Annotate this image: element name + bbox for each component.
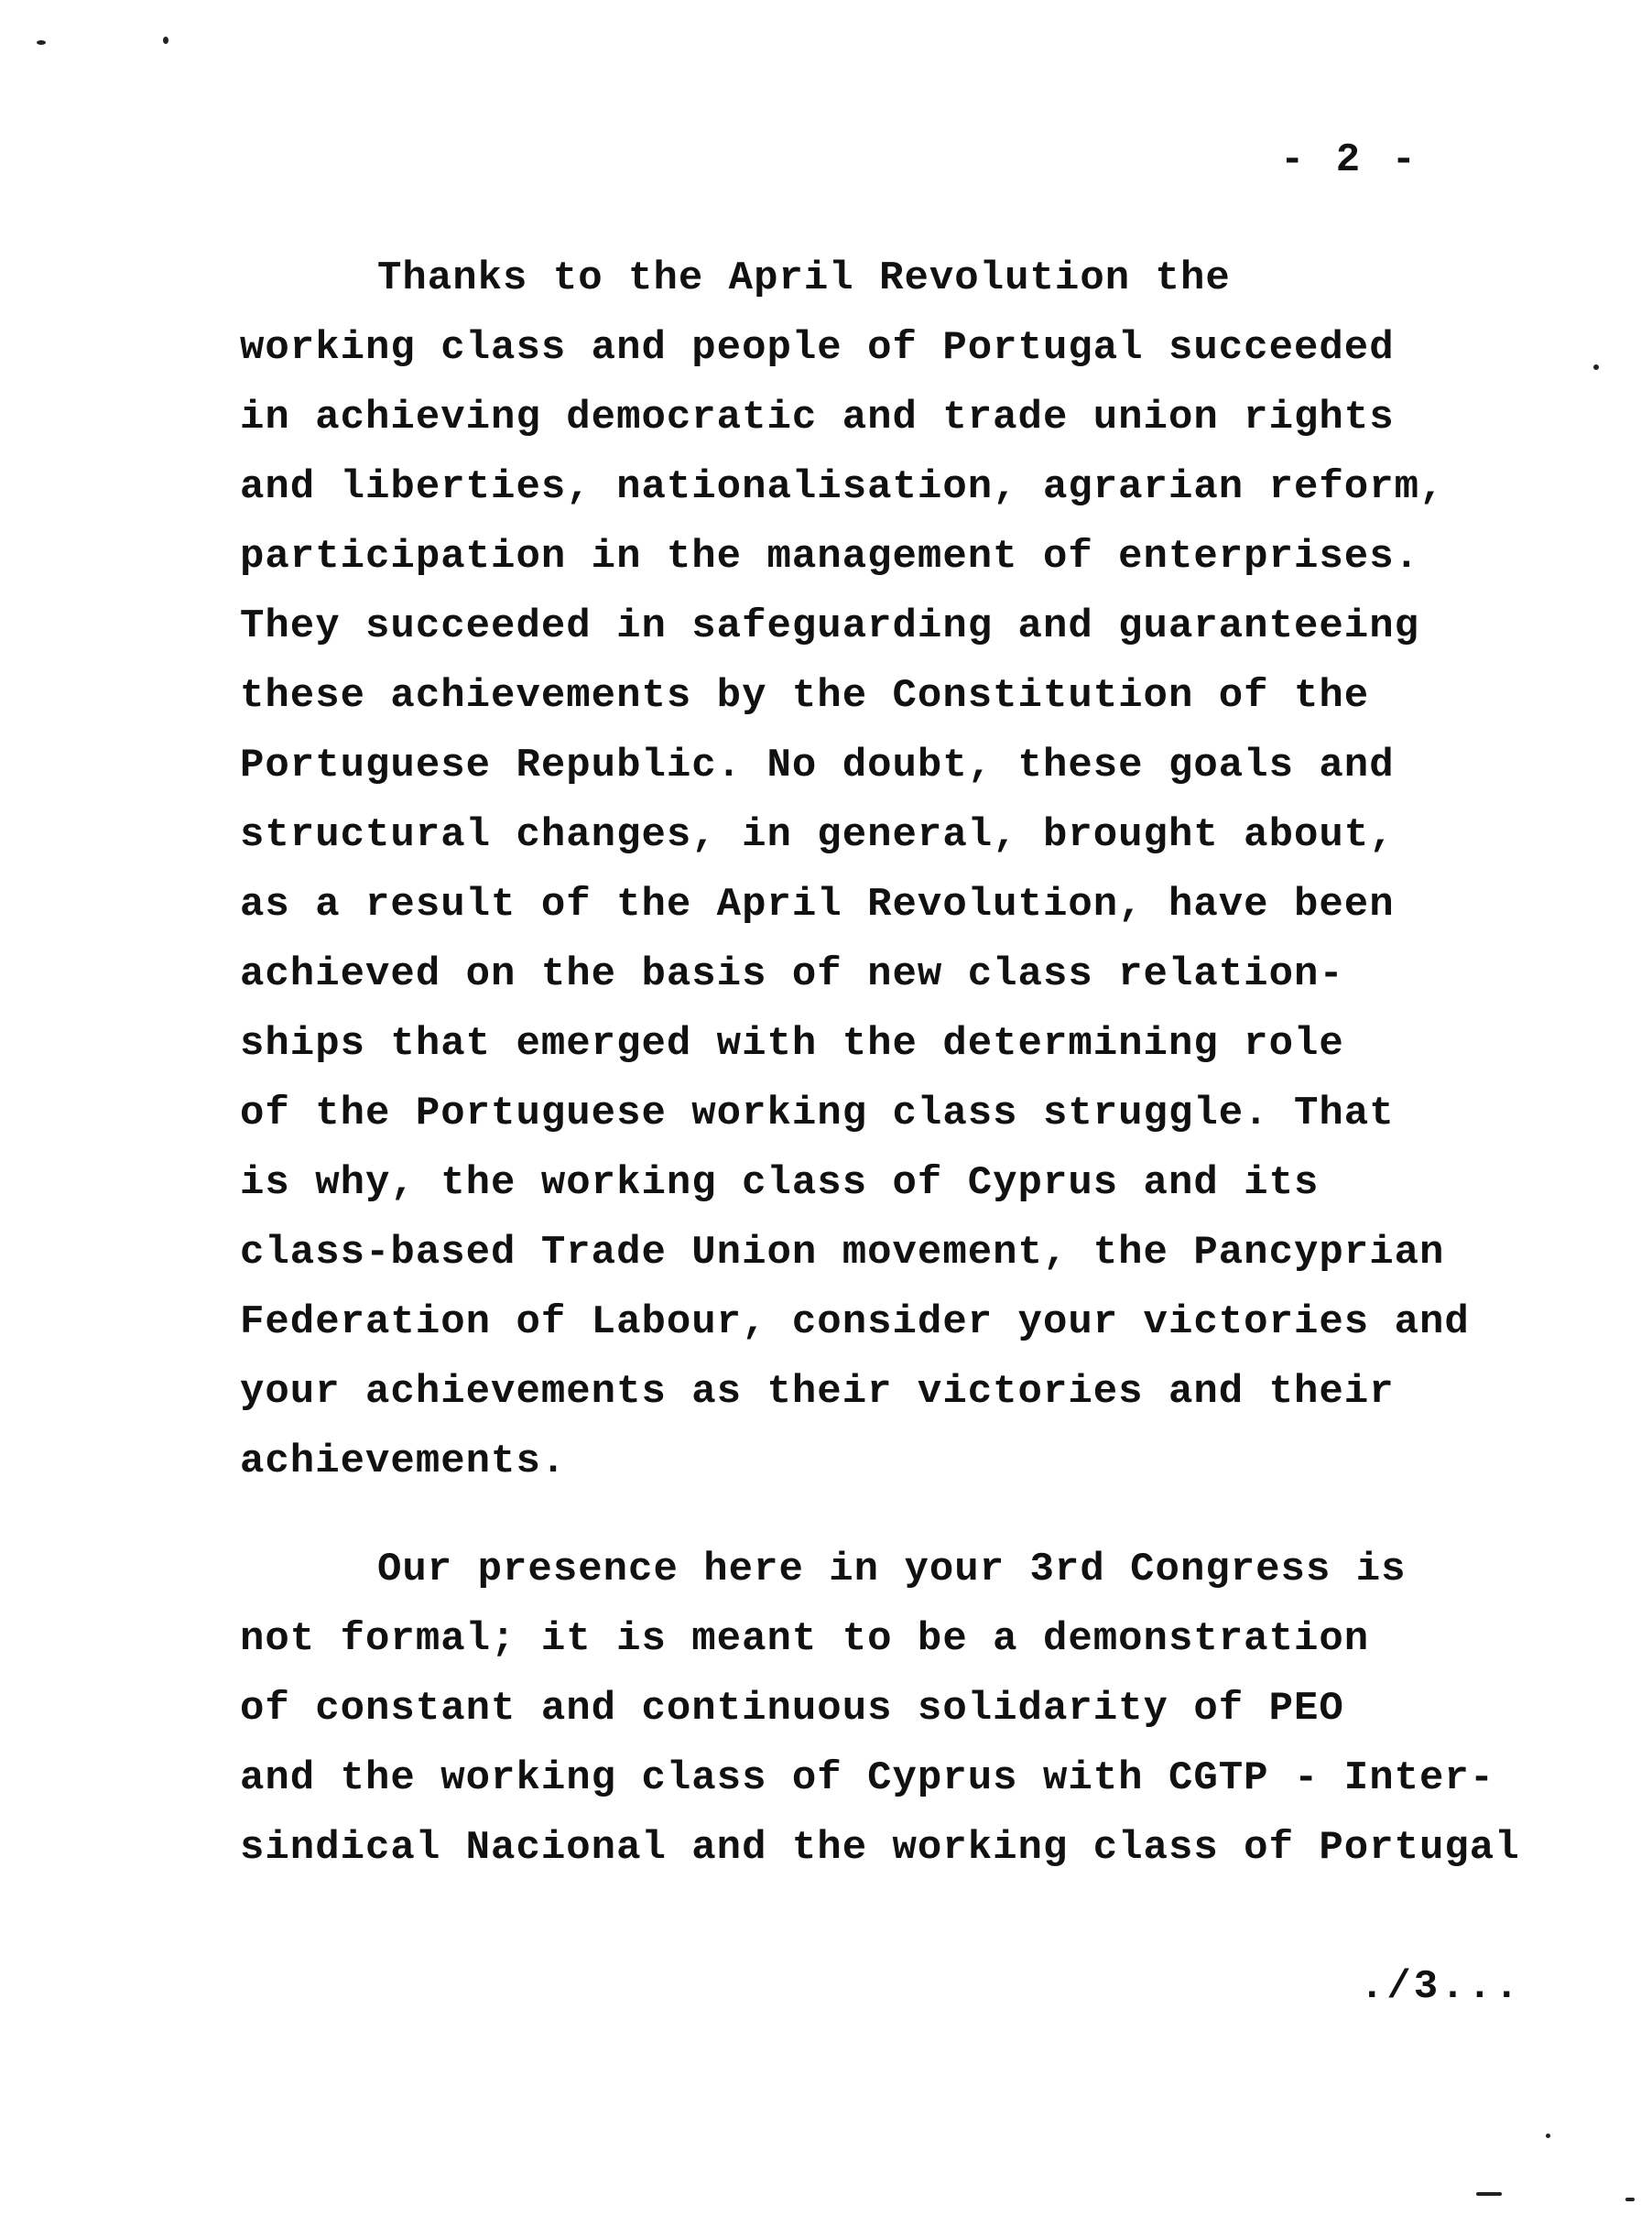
text-line: Our presence here in your 3rd Congress is (377, 1547, 1407, 1592)
text-line: these achievements by the Constitution of the (240, 673, 1370, 719)
text-line: is why, the working class of Cyprus and its (240, 1160, 1320, 1206)
text-line: Thanks to the April Revolution the (377, 255, 1231, 301)
text-line: achievements. (240, 1439, 567, 1484)
text-line: Federation of Labour, consider your victories and (240, 1299, 1470, 1345)
scan-speck (163, 37, 168, 44)
text-line: participation in the management of enterprises. (240, 534, 1420, 580)
text-line: achieved on the basis of new class relation- (240, 951, 1344, 997)
text-line: sindical Nacional and the working class of Portugal (240, 1825, 1520, 1871)
scan-speck (1546, 2134, 1550, 2138)
text-line: as a result of the April Revolution, have been (240, 882, 1395, 928)
text-line: and the working class of Cyprus with CGTP - Inter- (240, 1755, 1495, 1801)
paragraph-2 (240, 1535, 1614, 1883)
text-line: not formal; it is meant to be a demonstration (240, 1616, 1370, 1662)
text-line: class-based Trade Union movement, the Pancyprian (240, 1230, 1445, 1276)
text-line: your achievements as their victories and their (240, 1369, 1395, 1415)
text-line: structural changes, in general, brought about, (240, 812, 1395, 858)
paragraph-1 (240, 244, 1614, 1496)
text-line: ships that emerged with the determining role (240, 1021, 1344, 1067)
continuation-marker: ./3... (1360, 1964, 1522, 2010)
text-line: They succeeded in safeguarding and guaranteeing (240, 603, 1420, 649)
text-line: Portuguese Republic. No doubt, these goals and (240, 743, 1395, 788)
scan-speck (1476, 2192, 1502, 2196)
page-number: - 2 - (1280, 137, 1420, 183)
text-line: working class and people of Portugal succeeded (240, 325, 1395, 371)
text-line: of the Portuguese working class struggle. That (240, 1091, 1395, 1136)
scan-speck (1625, 2198, 1635, 2201)
text-line: in achieving democratic and trade union rights (240, 395, 1395, 440)
text-line: and liberties, nationalisation, agrarian reform, (240, 464, 1445, 510)
scan-speck (37, 40, 46, 45)
text-line: of constant and continuous solidarity of PEO (240, 1686, 1344, 1732)
